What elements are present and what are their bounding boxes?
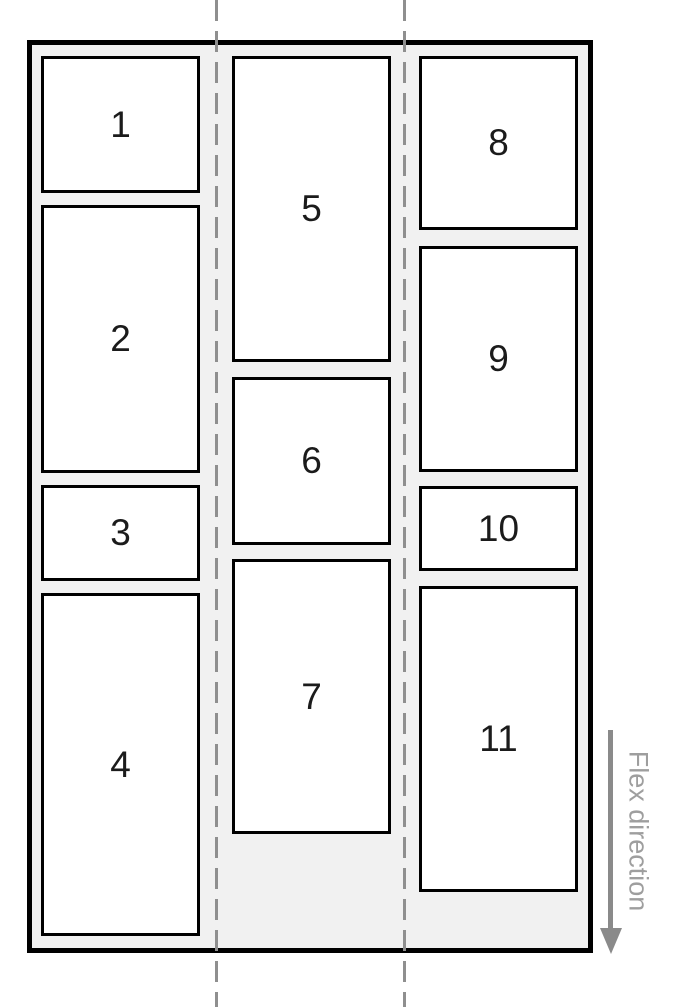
- column-guide-line-2: [403, 0, 406, 1007]
- flex-item-label: 5: [301, 188, 322, 229]
- flex-item-label: 11: [479, 718, 518, 759]
- flex-item-7: [232, 559, 391, 834]
- flex-item-label: 9: [488, 338, 509, 379]
- flex-item-label: 1: [110, 103, 131, 145]
- flex-column-2: [232, 56, 391, 834]
- flex-item-2: [41, 205, 200, 473]
- flex-item-label: 7: [301, 675, 322, 717]
- column-guide-line-1: [215, 0, 218, 1007]
- flex-item-label: 10: [477, 507, 520, 549]
- flex-direction-arrow: [608, 730, 613, 930]
- flex-item-1: [41, 56, 200, 193]
- flex-column-1: [41, 56, 200, 936]
- flex-item-8: [419, 56, 578, 230]
- flex-direction-label: Flex direction: [623, 750, 654, 912]
- flex-item-label: 8: [488, 122, 509, 163]
- flex-item-6: [232, 377, 391, 545]
- flex-item-label: 4: [110, 743, 131, 785]
- flex-item-3: [41, 485, 200, 581]
- flex-item-label: 6: [301, 440, 322, 481]
- flex-item-5: [232, 56, 391, 362]
- flex-item-label: 3: [110, 512, 131, 553]
- flex-item-9: [419, 246, 578, 472]
- flex-column-3: [419, 56, 578, 892]
- flex-container: [27, 40, 593, 953]
- flex-item-10: [419, 486, 578, 571]
- flex-item-4: [41, 593, 200, 936]
- arrow-down-icon: [600, 928, 622, 954]
- flex-item-label: 2: [110, 318, 131, 359]
- flex-item-11: [419, 586, 578, 892]
